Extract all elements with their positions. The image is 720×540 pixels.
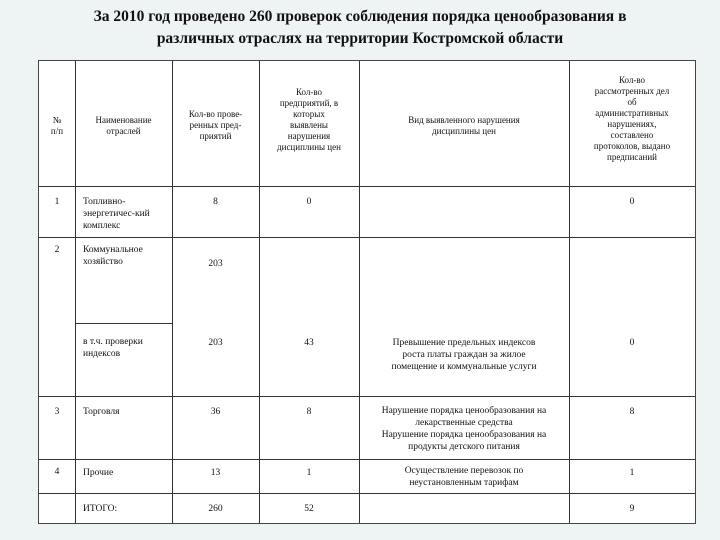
header-cases-line: об xyxy=(627,97,637,107)
title-line-2: различных отраслях на территории Костромской области xyxy=(156,30,564,47)
row2-name-line: Коммунальное xyxy=(83,245,143,255)
header-num-line: п/п xyxy=(50,126,64,136)
header-name-line: Наименование xyxy=(95,115,152,125)
header-cases xyxy=(569,75,695,163)
total-cases: 9 xyxy=(629,504,635,514)
row2-sub-kind xyxy=(359,337,569,373)
row1-name-line: энергетичес-кий xyxy=(83,209,150,219)
total-label: ИТОГО: xyxy=(83,504,118,514)
row3-kind-line: лекарственные средства xyxy=(415,418,513,428)
row3-kind-line: продукты детского питания xyxy=(408,442,520,452)
row2-name-line: хозяйство xyxy=(83,257,123,267)
row-divider xyxy=(39,186,695,187)
header-violations-line: дисциплины цен xyxy=(277,142,341,152)
row2-num: 2 xyxy=(54,245,60,255)
header-num-line: № xyxy=(52,115,62,125)
header-violations-line: Кол-во xyxy=(295,87,323,97)
row4-cases: 1 xyxy=(629,468,635,478)
row2-sub-name-line: в т.ч. проверки xyxy=(83,337,143,347)
header-cases-line: нарушениях, xyxy=(607,119,657,129)
row3-kind-line: Нарушение порядка ценообразования на xyxy=(381,406,547,416)
row3-violations: 8 xyxy=(306,407,312,417)
row-divider xyxy=(39,237,695,238)
header-violations-line: предприятий, в xyxy=(279,98,339,108)
row-divider xyxy=(39,396,695,397)
row2-sub-cases: 0 xyxy=(629,338,635,348)
header-violations-line: нарушения xyxy=(287,131,331,141)
row-divider xyxy=(39,459,695,460)
row4-kind-line: неустановленным тарифам xyxy=(409,478,519,488)
header-cases-line: предписаний xyxy=(607,152,657,162)
header-cases-line: Кол-во xyxy=(618,75,646,85)
row-divider xyxy=(39,493,695,494)
row4-kind xyxy=(359,465,569,489)
header-violations xyxy=(259,87,359,153)
header-cases-line: протоколов, выдано xyxy=(593,141,671,151)
row2-name xyxy=(83,244,172,268)
header-checked-line: приятий xyxy=(199,131,232,141)
header-checked-line: Кол-во прове- xyxy=(188,109,243,119)
total-violations: 52 xyxy=(304,504,314,514)
row1-violations: 0 xyxy=(306,197,312,207)
row1-checked: 8 xyxy=(213,197,218,207)
title-line-1: За 2010 год проведено 260 проверок соблюдения порядка ценообразования в xyxy=(93,8,627,25)
header-checked xyxy=(172,109,259,142)
row2-sub-kind-line: роста платы граждан за жилое xyxy=(402,350,526,360)
inspections-table xyxy=(38,60,696,524)
row3-cases: 8 xyxy=(629,407,635,417)
row4-checked: 13 xyxy=(210,468,221,478)
row2-sub-name-line: индексов xyxy=(83,349,121,359)
header-kind xyxy=(359,115,569,137)
row3-name: Торговля xyxy=(83,407,120,417)
row3-checked: 36 xyxy=(210,407,221,417)
header-violations-line: которых xyxy=(293,109,325,119)
row3-kind-line: Нарушение порядка ценообразования на xyxy=(381,430,547,440)
row2-sub-violations: 43 xyxy=(304,338,314,348)
row3-num: 3 xyxy=(54,407,60,417)
row2-sub-checked: 203 xyxy=(208,338,223,348)
header-cases-line: рассмотренных дел xyxy=(594,86,670,96)
header-violations-line: выявлены xyxy=(290,120,328,130)
header-kind-line: Вид выявленного нарушения xyxy=(408,115,520,125)
row-divider xyxy=(75,323,172,324)
row4-num: 4 xyxy=(54,467,60,477)
header-num xyxy=(39,115,75,137)
header-cases-line: административных xyxy=(595,108,669,118)
row1-cases: 0 xyxy=(629,197,635,207)
row2-checked: 203 xyxy=(208,259,223,269)
row4-kind-line: Осуществление перевозок по xyxy=(404,466,524,476)
total-checked: 260 xyxy=(208,504,223,514)
row1-name xyxy=(83,196,172,232)
row4-name: Прочие xyxy=(83,468,114,478)
row3-kind xyxy=(359,405,569,453)
header-checked-line: ренных пред- xyxy=(189,120,242,130)
row1-num: 1 xyxy=(54,197,60,207)
row4-violations: 1 xyxy=(306,468,312,478)
page-title xyxy=(20,6,700,50)
row1-name-line: Топливно- xyxy=(83,197,126,207)
header-cases-line: составлено xyxy=(610,130,654,140)
row2-sub-kind-line: помещение и коммунальные услуги xyxy=(391,362,537,372)
row2-sub-kind-line: Превышение предельных индексов xyxy=(392,338,536,348)
header-name-line: отраслей xyxy=(106,126,141,136)
header-name xyxy=(75,115,172,137)
row1-name-line: комплекс xyxy=(83,221,121,231)
row2-sub-name xyxy=(83,336,172,360)
header-kind-line: дисциплины цен xyxy=(432,126,496,136)
